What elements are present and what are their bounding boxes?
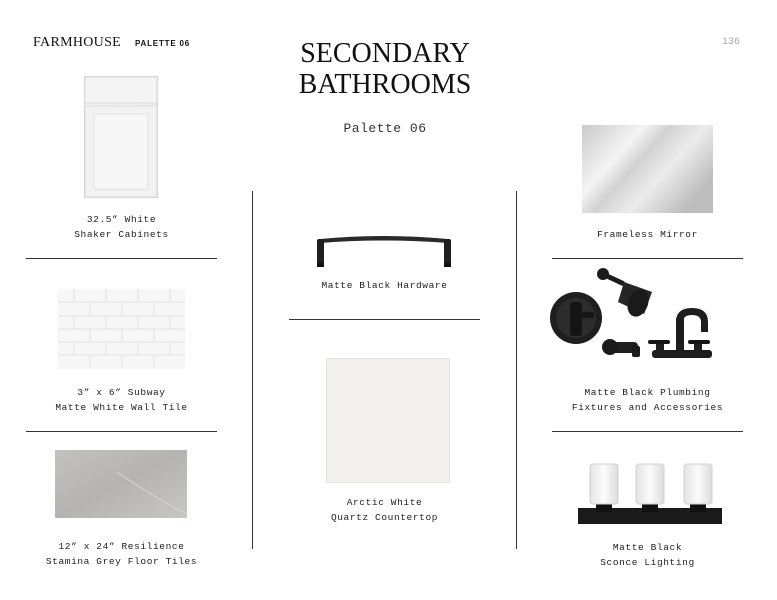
wall-tile-caption-line2: Matte White Wall Tile — [55, 402, 188, 413]
mirror-caption — [552, 227, 743, 242]
countertop-caption — [289, 495, 480, 525]
page-subtitle: Palette 06 — [343, 121, 427, 136]
row-divider — [552, 431, 743, 432]
lighting-caption-line1: Matte Black — [612, 542, 683, 553]
cabinets-caption-line1: 32.5” White — [86, 214, 157, 225]
column-divider-left — [252, 191, 253, 549]
plumbing-caption-line1: Matte Black Plumbing — [584, 387, 711, 398]
floor-tile-image — [55, 450, 187, 518]
plumbing-caption — [552, 385, 743, 415]
row-divider — [552, 258, 743, 259]
quartz-countertop-image — [326, 358, 450, 483]
mirror-caption-line1: Frameless Mirror — [597, 229, 698, 240]
shaker-cabinet-image — [84, 76, 158, 198]
cabinets-caption — [26, 212, 217, 242]
hardware-caption — [289, 278, 480, 293]
page-title — [270, 38, 500, 100]
cabinet-pull-image — [314, 233, 454, 269]
column-divider-right — [516, 191, 517, 549]
row-divider — [26, 431, 217, 432]
row-divider — [26, 258, 217, 259]
mirror-image — [582, 125, 713, 213]
lighting-caption — [552, 540, 743, 570]
wall-tile-caption-line1: 3” x 6” Subway — [77, 387, 166, 398]
subway-tile-image — [58, 289, 185, 369]
brand-name: FARMHOUSE — [33, 35, 122, 50]
page-title-line1: SECONDARY — [300, 38, 470, 69]
wall-tile-caption — [26, 385, 217, 415]
plumbing-fixtures-image — [548, 262, 723, 377]
palette-tag: PALETTE 06 — [135, 39, 190, 48]
floor-tile-caption-line2: Stamina Grey Floor Tiles — [45, 556, 198, 567]
page-number: 136 — [721, 37, 740, 48]
countertop-caption-line2: Quartz Countertop — [330, 512, 439, 523]
hardware-caption-line1: Matte Black Hardware — [321, 280, 448, 291]
row-divider — [289, 319, 480, 320]
sconce-lighting-image — [576, 460, 724, 530]
floor-tile-caption-line1: 12” x 24” Resilience — [58, 541, 185, 552]
page-title-line2: BATHROOMS — [298, 69, 472, 100]
countertop-caption-line1: Arctic White — [346, 497, 423, 508]
lighting-caption-line2: Sconce Lighting — [600, 557, 695, 568]
cabinets-caption-line2: Shaker Cabinets — [74, 229, 169, 240]
plumbing-caption-line2: Fixtures and Accessories — [571, 402, 724, 413]
floor-tile-caption — [26, 539, 217, 569]
